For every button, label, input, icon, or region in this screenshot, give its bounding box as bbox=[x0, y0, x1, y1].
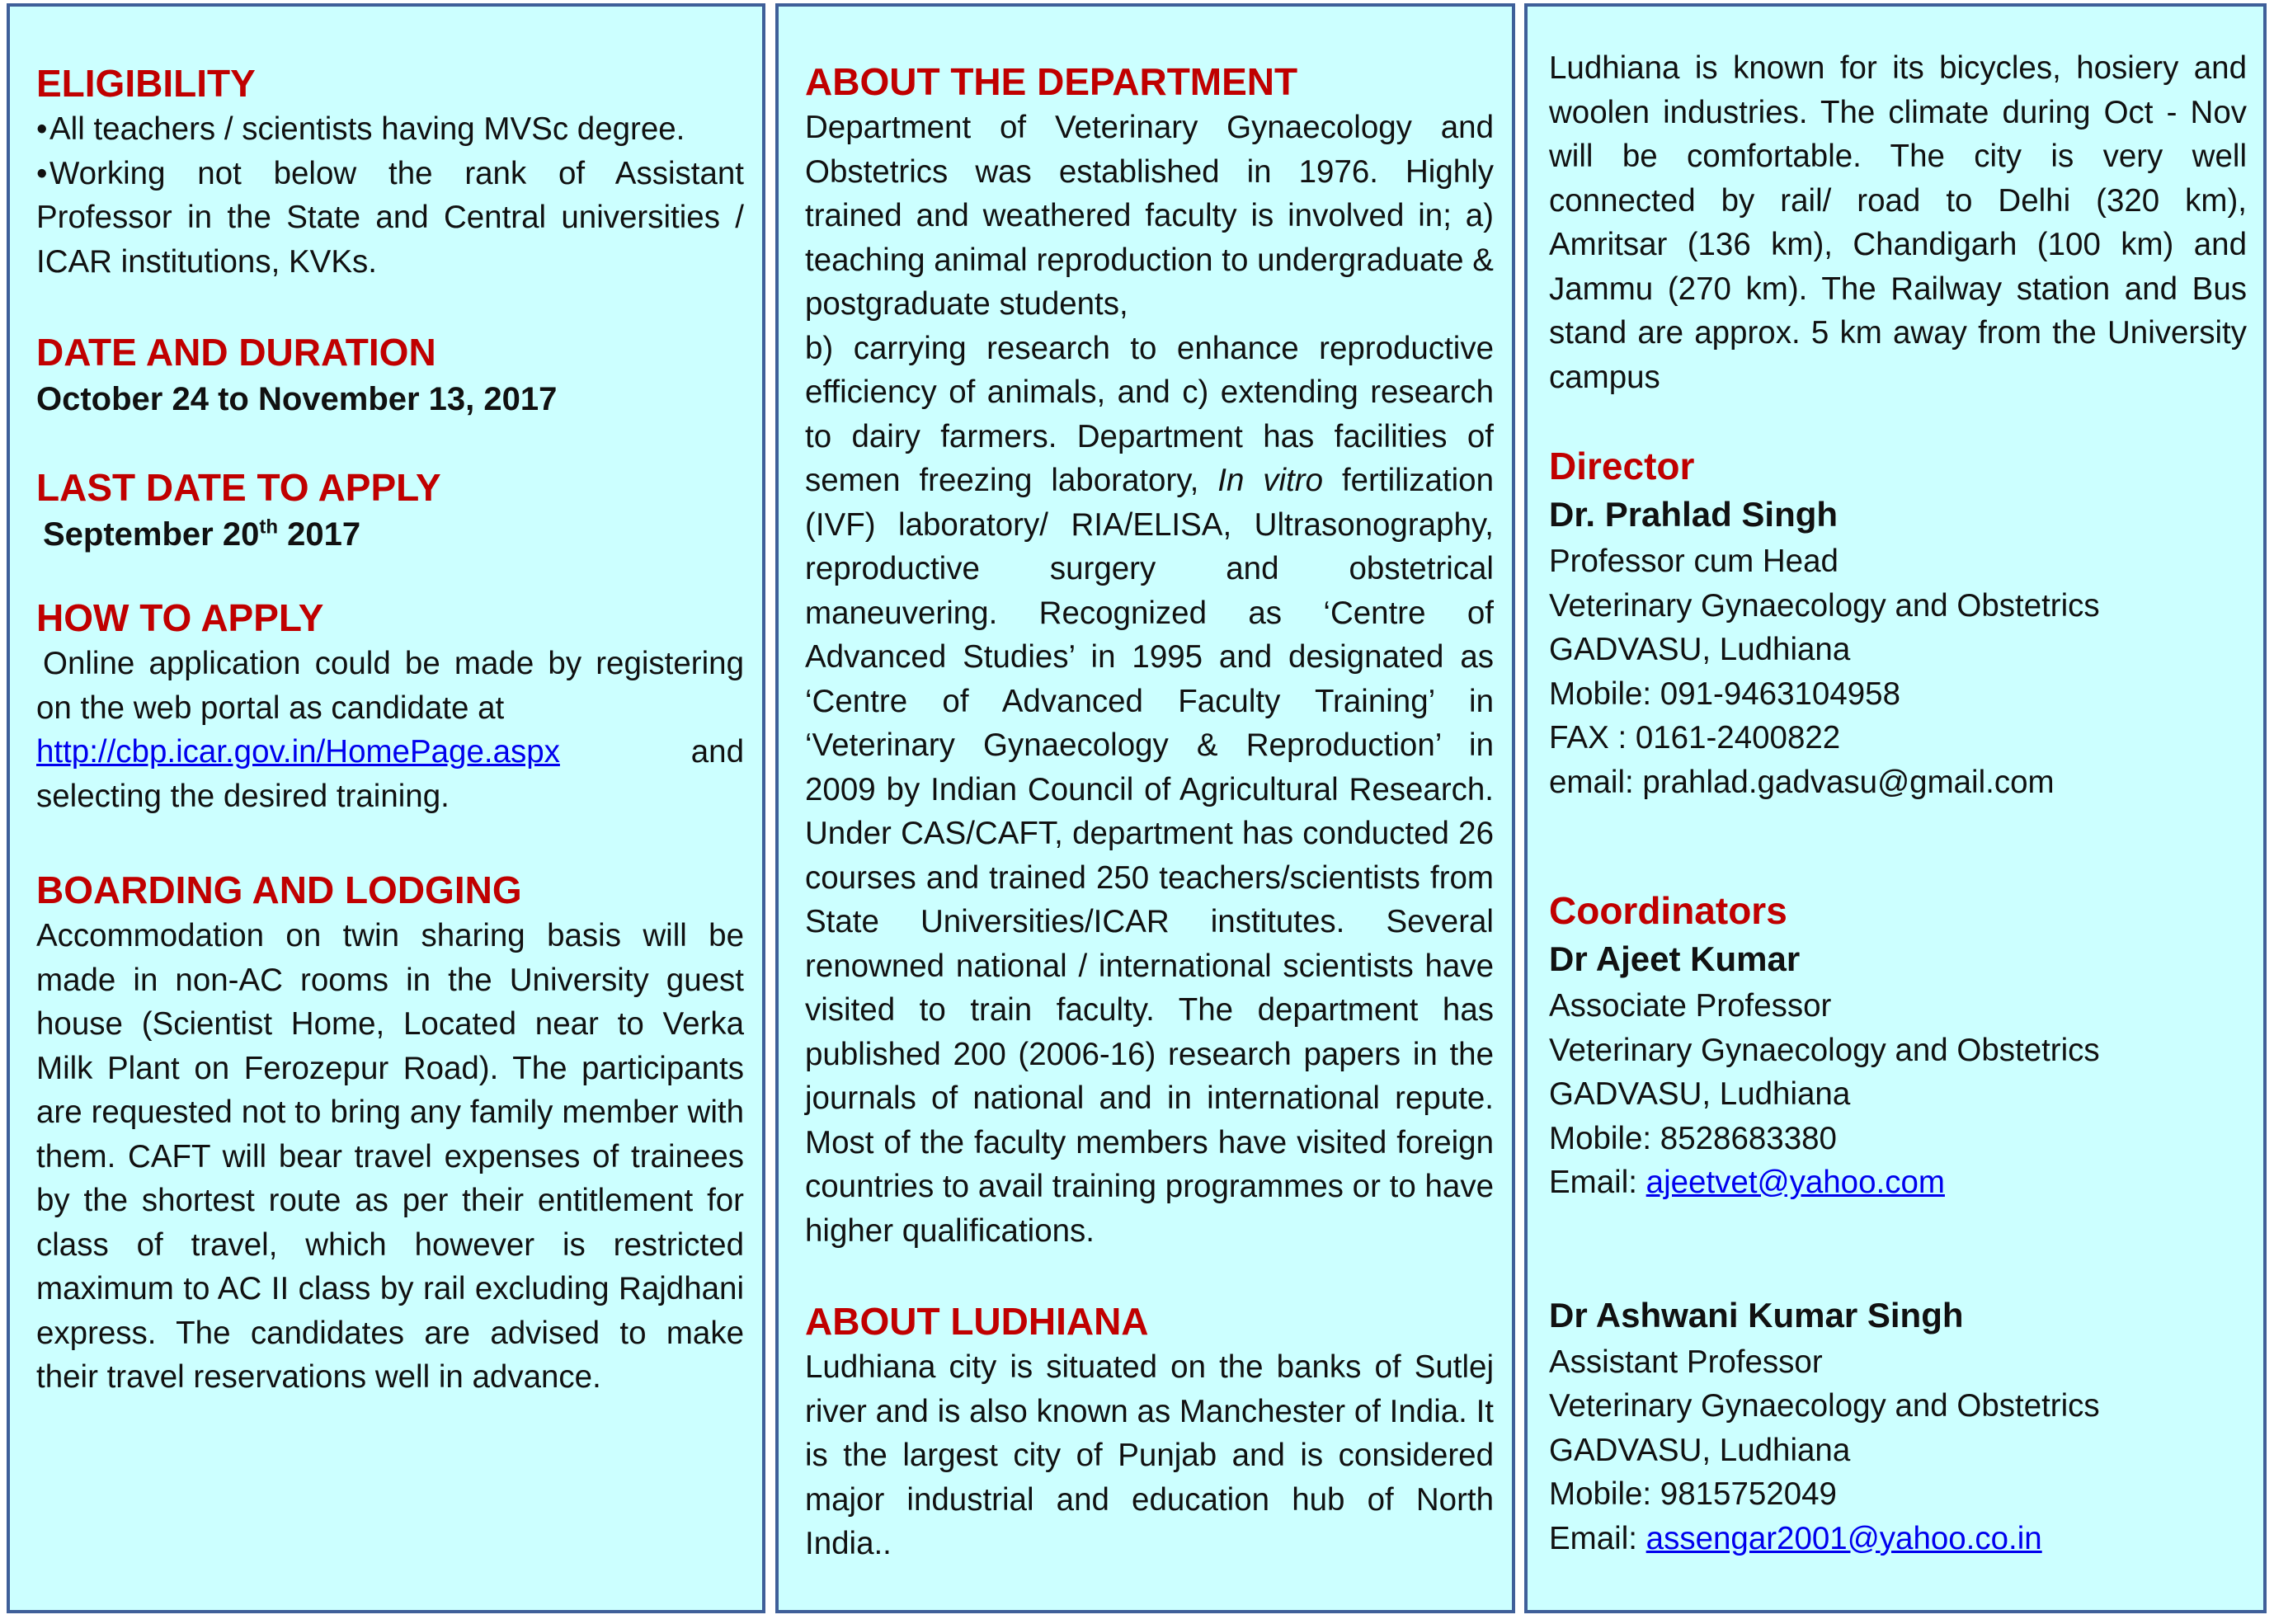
last-date-value-main: September 20 bbox=[43, 516, 260, 553]
coordinator-2-mobile: Mobile: 9815752049 bbox=[1549, 1476, 1837, 1512]
how-to-apply-and: and bbox=[690, 734, 744, 770]
eligibility-item-1 bbox=[36, 107, 744, 152]
director-title: Professor cum Head bbox=[1549, 544, 1839, 579]
last-date-value bbox=[36, 511, 744, 558]
director-fax: FAX : 0161-2400822 bbox=[1549, 720, 1841, 756]
eligibility-heading: ELIGIBILITY bbox=[36, 62, 256, 105]
coordinator-1-mobile: Mobile: 8528683380 bbox=[1549, 1120, 1837, 1156]
coordinator-1-dept: Veterinary Gynaecology and Obstetrics bbox=[1549, 1032, 2100, 1068]
coordinator-2-dept: Veterinary Gynaecology and Obstetrics bbox=[1549, 1388, 2100, 1424]
boarding-text: Accommodation on twin sharing basis will be made in non-AC rooms in the University guest house (Scientist Home, Located near to Verka Milk Plant on Ferozepur Road). The participants are requested not to bring any family member with them. CAFT will bear travel expenses of trainees by the shortest route as per their entitlement for class of travel, which however is restricted maximum to AC II class by rail excluding Rajdhani express. The candidates are advised to make their travel reservations well in advance. bbox=[36, 918, 744, 1395]
director-mobile: Mobile: 091-9463104958 bbox=[1549, 675, 1900, 712]
coordinator-1-org: GADVASU, Ludhiana bbox=[1549, 1076, 1851, 1112]
ludhiana-heading: ABOUT LUDHIANA bbox=[805, 1300, 1149, 1343]
eligibility-item-2-text: Working not below the rank of Assistant Professor in the State and Central universities / ICAR institutions, KVKs. bbox=[36, 155, 744, 280]
panel-left bbox=[7, 3, 765, 1613]
department-text-b-post: fertilization (IVF) laboratory/ RIA/ELISA, Ultrasonography, reproductive surgery and obstetrical maneuvering. Recognized as ‘Centre of Advanced Studies’ in 1995 and designated as ‘Centre of Advanced Faculty Training’ in ‘Veterinary Gynaecology & Reproduction’ in 2009 by Indian Council of Agricultural Research. Under CAS/CAFT, department has conducted 26 courses and trained 250 teachers/scientists from State Universities/ICAR institutes. Several renowned national / international scientists have visited to train faculty. The department has published 200 (2006-16) research papers in the journals of national and in international repute. Most of the faculty members have visited foreign countries to avail training programmes or to have higher qualifications. bbox=[805, 463, 1494, 1249]
department-heading: ABOUT THE DEPARTMENT bbox=[805, 60, 1298, 103]
bullet-icon: • bbox=[36, 111, 48, 147]
coordinators-heading: Coordinators bbox=[1549, 889, 1787, 932]
director-heading: Director bbox=[1549, 445, 1695, 487]
eligibility-item-2 bbox=[36, 152, 744, 285]
last-date-value-sup: th bbox=[259, 515, 278, 539]
coordinator-1-email-label: Email: bbox=[1549, 1165, 1646, 1200]
last-date-heading: LAST DATE TO APPLY bbox=[36, 466, 441, 509]
director-org: GADVASU, Ludhiana bbox=[1549, 632, 1851, 667]
coordinator-1-name: Dr Ajeet Kumar bbox=[1549, 939, 1801, 978]
coordinator-2-email-label: Email: bbox=[1549, 1520, 1646, 1556]
coordinator-2-email-link[interactable]: assengar2001@yahoo.co.in bbox=[1645, 1520, 2042, 1556]
coordinator-2-name: Dr Ashwani Kumar Singh bbox=[1549, 1295, 1964, 1335]
bullet-icon: • bbox=[36, 155, 48, 191]
how-to-apply-text-pre: Online application could be made by registering on the web portal as candidate at bbox=[36, 646, 744, 726]
coordinator-1-title: Associate Professor bbox=[1549, 988, 1832, 1024]
director-dept: Veterinary Gynaecology and Obstetrics bbox=[1549, 587, 2100, 624]
director-email: email: prahlad.gadvasu@gmail.com bbox=[1549, 764, 2055, 800]
department-text-a: Department of Veterinary Gynaecology and Obstetrics was established in 1976. Highly trained and weathered faculty is involved in; a) teaching animal reproduction to undergraduate & postgraduate students, bbox=[805, 110, 1494, 322]
date-heading: DATE AND DURATION bbox=[36, 331, 436, 374]
how-to-apply-link-line bbox=[36, 730, 744, 774]
panel-middle bbox=[775, 3, 1515, 1613]
director-name: Dr. Prahlad Singh bbox=[1549, 495, 1839, 534]
coordinator-1-email-link[interactable]: ajeetvet@yahoo.com bbox=[1645, 1165, 1945, 1200]
apply-portal-link[interactable]: http://cbp.icar.gov.in/HomePage.aspx bbox=[36, 734, 560, 770]
eligibility-item-1-text: All teachers / scientists having MVSc degree. bbox=[49, 111, 685, 147]
last-date-value-year: 2017 bbox=[278, 516, 361, 553]
how-to-apply-text bbox=[36, 642, 744, 730]
ludhiana-text-continued: Ludhiana is known for its bicycles, hosiery and woolen industries. The climate during Oct - Nov will be comfortable. The city is very well connected by rail/ road to Delhi (320 km), Amritsar (136 km), Chandigarh (100 km) and Jammu (270 km). The Railway station and Bus stand are approx. 5 km away from the University campus bbox=[1549, 50, 2247, 395]
coordinator-1-email-line bbox=[1549, 1160, 2247, 1205]
department-text-b bbox=[805, 327, 1494, 1254]
how-to-apply-text-post: selecting the desired training. bbox=[36, 778, 450, 814]
date-value: October 24 to November 13, 2017 bbox=[36, 381, 558, 417]
coordinator-2-org: GADVASU, Ludhiana bbox=[1549, 1432, 1851, 1468]
boarding-heading: BOARDING AND LODGING bbox=[36, 868, 522, 911]
department-text-b-pre: b) carrying research to enhance reproductive efficiency of animals, and c) extending research to dairy farmers. Department has facilities of semen freezing laboratory, bbox=[805, 330, 1494, 498]
department-text-b-italic: In vitro bbox=[1217, 463, 1324, 498]
coordinator-2-email-line bbox=[1549, 1517, 2247, 1561]
coordinator-2-title: Assistant Professor bbox=[1549, 1344, 1823, 1380]
ludhiana-text: Ludhiana city is situated on the banks of Sutlej river and is also known as Manchester of India. It is the largest city of Punjab and is considered major industrial and education hub of North India.. bbox=[805, 1349, 1494, 1561]
panel-right bbox=[1524, 3, 2267, 1613]
how-to-apply-heading: HOW TO APPLY bbox=[36, 596, 324, 639]
